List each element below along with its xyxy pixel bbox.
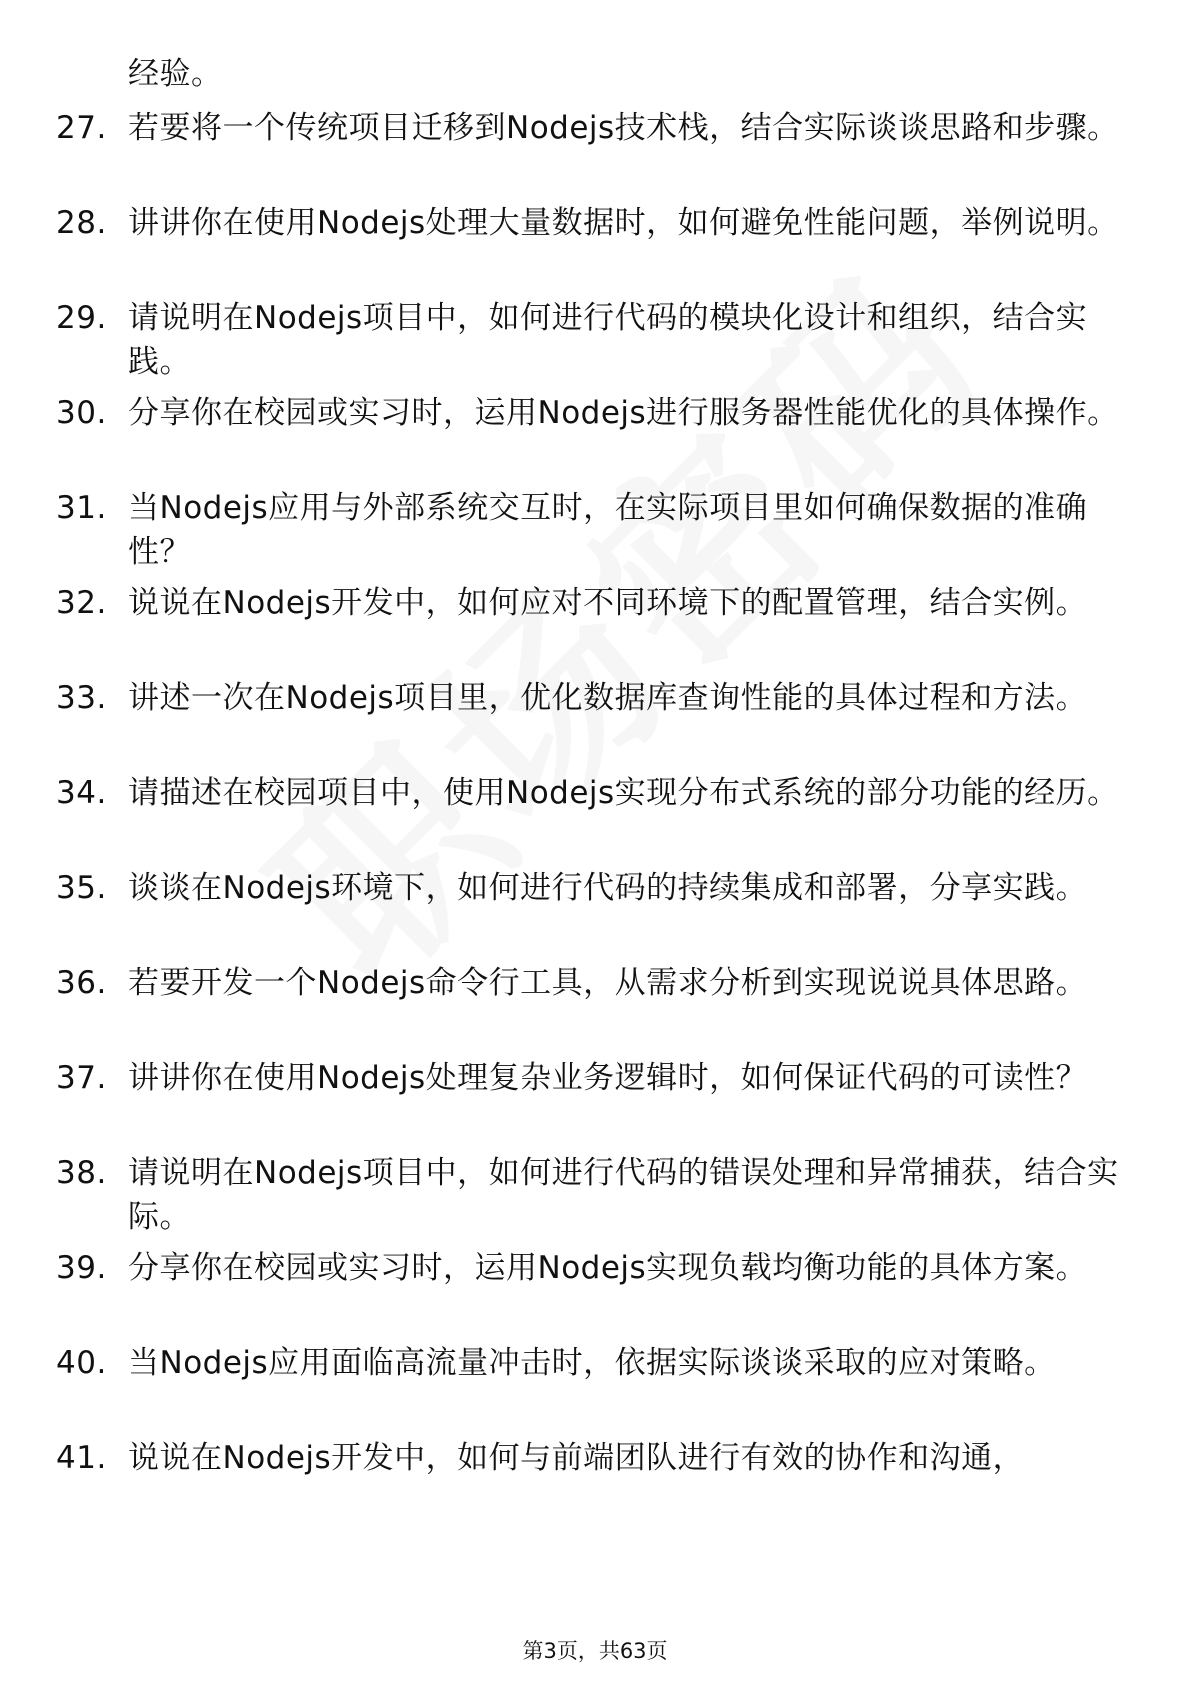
question-text: 请描述在校园项目中，使用Nodejs实现分布式系统的部分功能的经历。 — [128, 775, 1119, 811]
question-number: 34. — [56, 775, 107, 811]
question-item — [56, 1151, 1136, 1239]
question-text: 请说明在Nodejs项目中，如何进行代码的错误处理和异常捕获，结合实际。 — [128, 1155, 1119, 1235]
continued-text: 经验。 — [128, 56, 223, 92]
question-text: 说说在Nodejs开发中，如何应对不同环境下的配置管理，结合实例。 — [128, 585, 1088, 621]
question-text: 分享你在校园或实习时，运用Nodejs实现负载均衡功能的具体方案。 — [128, 1250, 1088, 1286]
question-number: 28. — [56, 205, 107, 241]
question-number: 37. — [56, 1060, 107, 1096]
question-item — [56, 676, 1136, 720]
question-number: 40. — [56, 1345, 107, 1381]
question-number: 29. — [56, 300, 107, 336]
question-item — [56, 771, 1136, 815]
question-number: 38. — [56, 1155, 107, 1191]
question-item — [56, 296, 1136, 384]
question-text: 分享你在校园或实习时，运用Nodejs进行服务器性能优化的具体操作。 — [128, 395, 1119, 431]
question-number: 33. — [56, 680, 107, 716]
question-item — [56, 486, 1136, 574]
question-item — [56, 106, 1136, 150]
question-item — [56, 1436, 1136, 1480]
question-item — [56, 961, 1136, 1005]
question-item — [56, 581, 1136, 625]
question-text: 讲述一次在Nodejs项目里，优化数据库查询性能的具体过程和方法。 — [128, 680, 1088, 716]
question-text: 若要开发一个Nodejs命令行工具，从需求分析到实现说说具体思路。 — [128, 965, 1088, 1001]
page-footer: 第3页，共63页 — [522, 1639, 668, 1663]
question-item — [56, 866, 1136, 910]
question-text: 请说明在Nodejs项目中，如何进行代码的模块化设计和组织，结合实践。 — [128, 300, 1088, 380]
question-item — [56, 201, 1136, 245]
question-text: 当Nodejs应用面临高流量冲击时，依据实际谈谈采取的应对策略。 — [128, 1345, 1056, 1381]
question-number: 35. — [56, 870, 107, 906]
question-number: 32. — [56, 585, 107, 621]
question-text: 当Nodejs应用与外部系统交互时，在实际项目里如何确保数据的准确性？ — [128, 490, 1088, 570]
question-item — [56, 1056, 1136, 1100]
question-text: 讲讲你在使用Nodejs处理复杂业务逻辑时，如何保证代码的可读性？ — [128, 1060, 1088, 1096]
question-number: 36. — [56, 965, 107, 1001]
question-text: 若要将一个传统项目迁移到Nodejs技术栈，结合实际谈谈思路和步骤。 — [128, 110, 1119, 146]
question-number: 41. — [56, 1440, 107, 1476]
question-text: 谈谈在Nodejs环境下，如何进行代码的持续集成和部署，分享实践。 — [128, 870, 1088, 906]
question-item — [56, 1246, 1136, 1290]
question-number: 31. — [56, 490, 107, 526]
question-number: 39. — [56, 1250, 107, 1286]
question-number: 27. — [56, 110, 107, 146]
question-number: 30. — [56, 395, 107, 431]
question-text: 讲讲你在使用Nodejs处理大量数据时，如何避免性能问题，举例说明。 — [128, 205, 1119, 241]
question-item — [56, 391, 1136, 435]
question-text: 说说在Nodejs开发中，如何与前端团队进行有效的协作和沟通， — [128, 1440, 1025, 1476]
question-item — [56, 1341, 1136, 1385]
